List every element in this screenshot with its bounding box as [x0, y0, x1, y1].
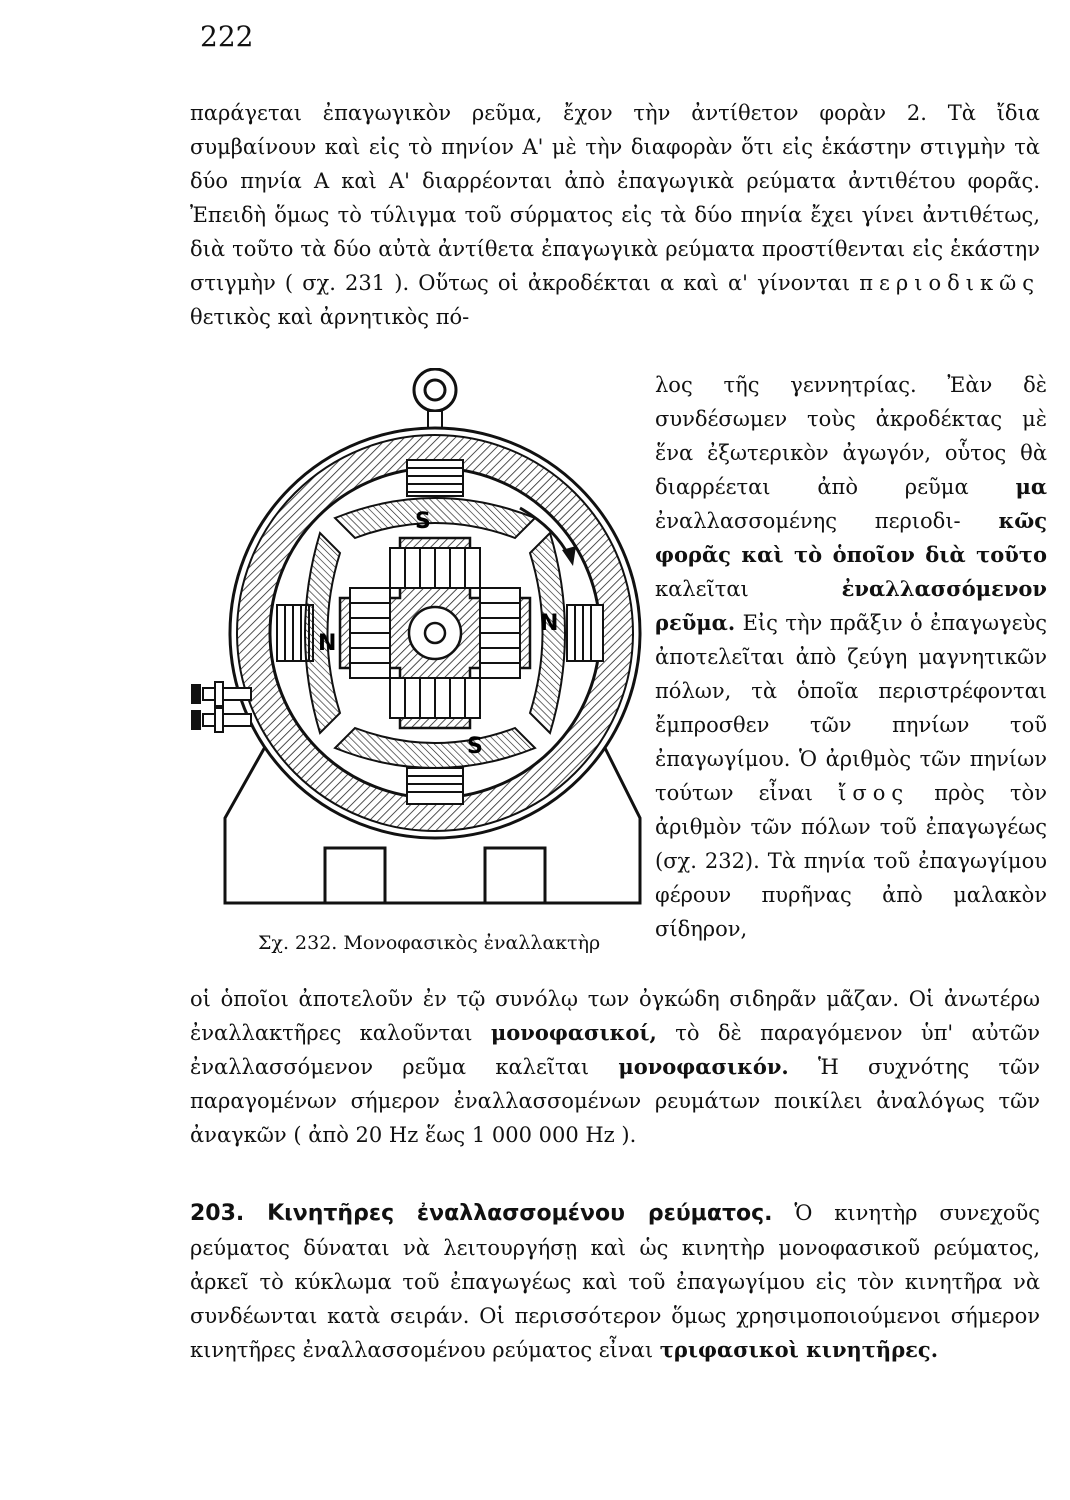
- side-column-text: [655, 368, 1047, 946]
- pole-label-left: N: [318, 631, 337, 656]
- paragraph-intro-text: παράγεται ἐπαγωγικὸν ρεῦμα, ἔχον τὴν ἀντίθετον φορὰν 2. Τὰ ἴδια συμβαίνουν καὶ εἰς τὸ πηνίον Α' μὲ τὴν διαφορὰν ὅτι εἰς ἑκάστην στιγμὴν τὰ δύο πηνία Α καὶ Α' διαρρέονται ἀπὸ ἐπαγωγικὰ ρεύματα ἀντιθέτου φορᾶς. Ἐπειδὴ ὅμως τὸ τύλιγμα τοῦ σύρματος εἰς τὰ δύο πηνία ἔχει γίνει ἀντιθέτως, διὰ τοῦτο τὰ δύο αὐτὰ ἀντίθετα ἐπαγωγικὰ ρεύματα προστίθενται εἰς ἑκάστην στιγμὴν ( σχ. 231 ). Οὕτως οἱ ἀκροδέκται α καὶ α' γίνονται: [190, 101, 1040, 295]
- spaced-word-periodically: περιοδικῶς: [859, 271, 1040, 295]
- pole-label-top: S: [415, 509, 431, 534]
- side-text-a: λος τῆς γεννητρίας. Ἐὰν δὲ συνδέσωμεν τοὺς ἀκροδέκτας μὲ ἕνα ἐξωτερικὸν ἀγωγόν, οὗτος θὰ διαρρέεται ἀπὸ ρεῦμα: [655, 373, 1047, 499]
- section-203: [190, 1196, 1040, 1367]
- side-text-b: ἐναλλασσομένης περιοδι-: [655, 509, 961, 533]
- term-monophase-current: μονοφασικόν.: [618, 1054, 789, 1079]
- alternator-figure: [185, 368, 645, 928]
- monophase-text-b: τὸ δὲ παραγόμενον ὑπ' αὐτῶν ἐναλλασσόμενον ρεῦμα καλεῖται: [190, 1021, 1041, 1079]
- monophase-text-a: οἱ ὁποῖοι ἀποτελοῦν ἐν τῷ συνόλῳ των ὀγκώδη σιδηρᾶν μᾶζαν. Οἱ ἀνωτέρω ἐναλλακτῆρες καλοῦνται: [190, 987, 1040, 1045]
- side-bold-a: μα: [1015, 474, 1047, 499]
- monophase-text-c: Ἡ συχνότης τῶν παραγομένων σήμερον ἐναλλασσομένων ρευμάτων ποικίλει ἀναλόγως τῶν ἀναγκῶν ( ἀπὸ 20 Hz ἕως 1 000 000 Hz ).: [190, 1055, 1040, 1147]
- pole-label-bottom: S: [467, 734, 483, 759]
- section-heading: 203. Κινητῆρες ἐναλλασσομένου ρεύματος.: [190, 1201, 773, 1226]
- term-three-phase-motors: τριφασικοὶ κινητῆρες.: [659, 1337, 939, 1362]
- paragraph-intro: [190, 96, 1040, 334]
- figure-caption: Σχ. 232. Μονοφασικὸς ἐναλλακτὴρ: [258, 932, 601, 954]
- lifting-eye: [414, 369, 456, 433]
- side-bold-b: κῶς φορᾶς καὶ τὸ ὁποῖον διὰ τοῦτο: [655, 508, 1047, 567]
- term-monophase-plural: μονοφασικοί,: [490, 1020, 657, 1045]
- spaced-word-equal: ἴσος: [838, 781, 910, 805]
- term-alternating-current: ἐναλλασσόμενον ρεῦμα.: [655, 576, 1047, 635]
- alternator-diagram: [185, 368, 645, 928]
- section-203-text: Ὁ κινητὴρ συνεχοῦς ρεύματος δύναται νὰ λειτουργήσῃ καὶ ὡς κινητὴρ μονοφασικοῦ ρεύματος, ἀρκεῖ τὸ κύκλωμα τοῦ ἐπαγωγέως καὶ τοῦ ἐπαγωγίμου εἰς τὸν κινητῆρα νὰ συνδέωνται κατὰ σειράν. Οἱ περισσότερον ὅμως χρησιμοποιούμενοι σήμερον κινητῆρες ἐναλλασσομένου ρεύματος εἶναι: [190, 1201, 1040, 1362]
- side-text-d: Εἰς τὴν πρᾶξιν ὁ ἐπαγωγεὺς ἀποτελεῖται ἀπὸ ζεύγη μαγνητικῶν πόλων, τὰ ὁποῖα περιστρέφονται ἔμπροσθεν τῶν πηνίων τοῦ ἐπαγωγίμου. Ὁ ἀριθμὸς τῶν πηνίων τούτων εἶναι: [655, 611, 1047, 805]
- pole-label-right: N: [540, 611, 559, 636]
- paragraph-monophase: [190, 982, 1040, 1152]
- side-text-e: πρὸς τὸν ἀριθμὸν τῶν πόλων τοῦ ἐπαγωγέως (σχ. 232). Τὰ πηνία τοῦ ἐπαγωγίμου φέρουν πυρῆνας ἀπὸ μαλακὸν σίδηρον,: [655, 781, 1047, 941]
- page-number: 222: [200, 20, 254, 53]
- side-text-c: καλεῖται: [655, 577, 749, 601]
- paragraph-intro-end: θετικὸς καὶ ἀρνητικὸς πό-: [190, 305, 470, 329]
- terminals: [191, 682, 251, 732]
